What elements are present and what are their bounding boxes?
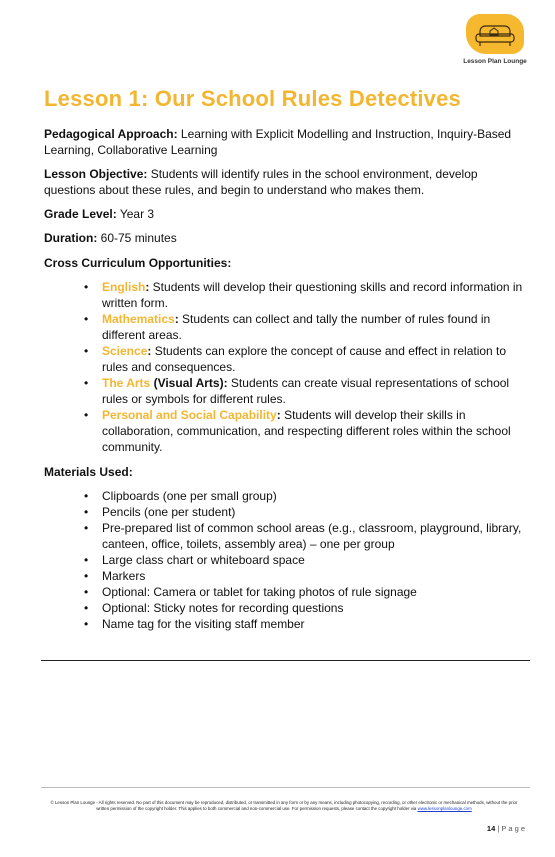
bullet-icon: • bbox=[84, 505, 89, 519]
bullet-icon: • bbox=[84, 408, 89, 422]
objective-text: Students will identify rules in the school environment, develop questions about these rules, and begin to understand who makes them. bbox=[44, 167, 478, 197]
objective-label: Lesson Objective: bbox=[44, 167, 148, 181]
list-item: • Optional: Camera or tablet for taking photos of rule signage bbox=[84, 585, 417, 599]
duration-text: 60-75 minutes bbox=[97, 231, 177, 245]
logo-text: Lesson Plan Lounge bbox=[463, 58, 527, 65]
bullet-icon: • bbox=[84, 569, 89, 583]
bullet-icon: • bbox=[84, 280, 89, 294]
duration-paragraph bbox=[44, 230, 514, 246]
list-item: • English: Students will develop their questioning skills and record information in written form. bbox=[84, 280, 523, 310]
cross-curriculum-list bbox=[44, 279, 524, 455]
page-number-value: 14 bbox=[486, 824, 496, 833]
cross-curriculum-heading: Cross Curriculum Opportunities: bbox=[44, 256, 232, 270]
bullet-icon: • bbox=[84, 376, 89, 390]
page-label: | P a g e bbox=[495, 824, 525, 833]
bullet-icon: • bbox=[84, 617, 89, 631]
list-item: • Science: Students can explore the concept of cause and effect in relation to rules and consequences. bbox=[84, 344, 507, 374]
subject-english: English bbox=[102, 280, 146, 294]
list-item: • Name tag for the visiting staff member bbox=[84, 617, 305, 631]
bullet-icon: • bbox=[84, 601, 89, 615]
grade-paragraph bbox=[44, 206, 514, 222]
list-item: • Mathematics: Students can collect and tally the number of rules found in different areas. bbox=[84, 312, 491, 342]
page-number bbox=[487, 824, 525, 833]
list-item: • Optional: Sticky notes for recording questions bbox=[84, 601, 344, 615]
page-title: Lesson 1: Our School Rules Detectives bbox=[44, 86, 461, 111]
bullet-icon: • bbox=[84, 553, 89, 567]
grade-label: Grade Level: bbox=[44, 207, 117, 221]
bullet-icon: • bbox=[84, 489, 89, 503]
list-item: • Markers bbox=[84, 569, 146, 583]
bullet-icon: • bbox=[84, 585, 89, 599]
list-item: • Personal and Social Capability: Students will develop their skills in collaboration, communication, and respecting different roles within the school community. bbox=[84, 408, 511, 454]
website-link[interactable]: www.lessonplanlounge.com bbox=[417, 806, 472, 811]
list-item: • The Arts (Visual Arts): Students can create visual representations of school rules or symbols for different rules. bbox=[84, 376, 510, 406]
subject-science: Science bbox=[102, 344, 148, 358]
pedagogy-label: Pedagogical Approach: bbox=[44, 127, 178, 141]
objective-paragraph bbox=[44, 166, 514, 198]
copyright-text: © Lesson Plan Lounge - All rights reserved. No part of this document may be reproduced, distributed, or transmitted in any form or by any means, including photocopying, recording, or other electronic or mechanical methods, without the prior written permission of the copyright holder. This applies to both commercial and non-commercial use. For permission requests, please contact the copyright holder via bbox=[50, 800, 518, 811]
bullet-icon: • bbox=[84, 344, 89, 358]
list-item: • Pencils (one per student) bbox=[84, 505, 236, 519]
footer-divider bbox=[41, 787, 530, 788]
bullet-icon: • bbox=[84, 312, 89, 326]
list-item: • Pre-prepared list of common school areas (e.g., classroom, playground, library, canteen, office, toilets, assembly area) – one per group bbox=[84, 521, 522, 551]
list-item: • Large class chart or whiteboard space bbox=[84, 553, 305, 567]
brand-logo bbox=[460, 14, 530, 70]
pedagogy-paragraph bbox=[44, 126, 514, 158]
list-item: • Clipboards (one per small group) bbox=[84, 489, 277, 503]
subject-the-arts: The Arts bbox=[102, 376, 151, 390]
duration-label: Duration: bbox=[44, 231, 98, 245]
pedagogy-text: Learning with Explicit Modelling and Instruction, Inquiry-Based Learning, Collaborative Learning bbox=[44, 127, 512, 157]
grade-text: Year 3 bbox=[116, 207, 155, 221]
materials-list bbox=[44, 488, 524, 632]
bullet-icon: • bbox=[84, 521, 89, 535]
sofa-icon bbox=[474, 22, 516, 48]
copyright-footer bbox=[44, 800, 524, 812]
materials-heading: Materials Used: bbox=[44, 465, 133, 479]
subject-mathematics: Mathematics bbox=[102, 312, 175, 326]
subject-personal-social: Personal and Social Capability bbox=[102, 408, 277, 422]
section-divider bbox=[41, 660, 530, 661]
